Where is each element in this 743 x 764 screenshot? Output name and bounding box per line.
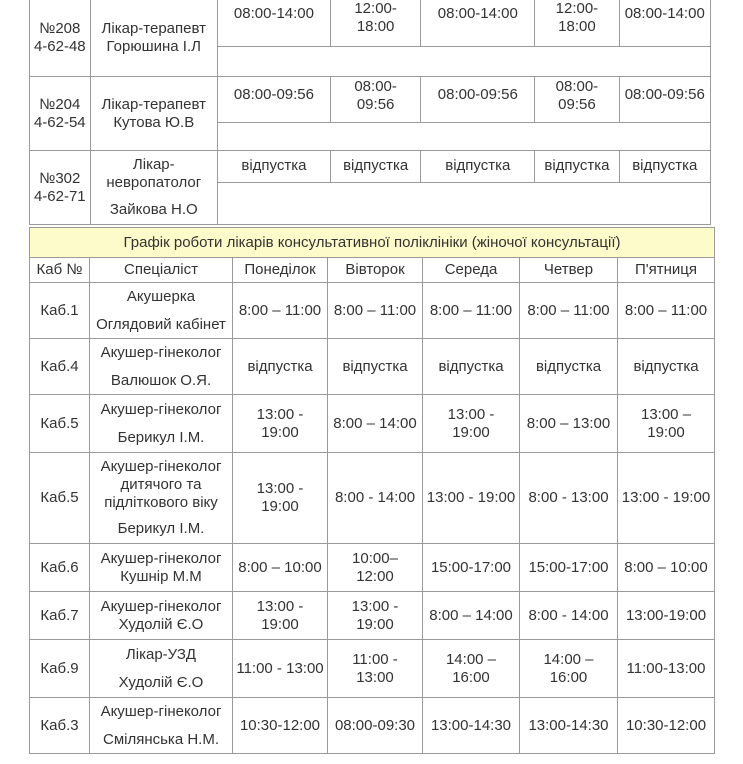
doctor-role: невропатолог <box>106 174 202 191</box>
time-text: відпустка <box>544 157 610 174</box>
table-row <box>30 283 715 339</box>
specialist-cell <box>90 592 233 640</box>
column-header: Понеділок <box>233 258 328 283</box>
room-cell: Каб.3 <box>30 698 90 754</box>
time-text: 08:00-09:56 <box>233 86 314 103</box>
time-text: 8:00 – 14:00 <box>429 606 513 624</box>
specialist-cell <box>90 698 233 754</box>
time-text: 19:00 <box>261 615 299 633</box>
time-text: 8:00 – 10:00 <box>624 558 708 576</box>
time-text: 12:00- <box>555 0 599 17</box>
specialist-role: Акушер-гінеколог <box>100 458 222 475</box>
time-cell <box>520 453 618 544</box>
room-cell: Каб.9 <box>30 640 90 698</box>
time-text: відпустка <box>343 157 409 174</box>
specialist-role: Акушер-гінеколог <box>100 702 222 720</box>
time-text: 08:00-09:30 <box>334 716 416 734</box>
time-cell <box>328 453 423 544</box>
table-row <box>30 395 715 453</box>
specialist-name: Берикул І.М. <box>117 428 205 446</box>
doctor-name: Кутова Ю.В <box>113 113 195 131</box>
specialist-role: Акушер-гінеколог <box>100 343 222 361</box>
time-text: 13:00 - <box>351 597 399 615</box>
room-cell: Каб.7 <box>30 592 90 640</box>
time-text: 11:00-13:00 <box>626 659 706 677</box>
doctor-role: Лікар-терапевт <box>101 95 206 113</box>
time-text: 14:00 – <box>445 650 497 668</box>
room-cell <box>30 151 91 225</box>
time-cell <box>535 77 619 123</box>
time-text: 13:00 - 19:00 <box>426 489 516 506</box>
time-text: 8:00 – 11:00 <box>429 301 513 319</box>
specialist-name: Оглядовий кабінет <box>96 315 226 333</box>
time-cell <box>520 544 618 592</box>
time-cell <box>328 640 423 698</box>
specialist-cell <box>90 339 233 395</box>
time-text: відпустка <box>247 357 313 375</box>
time-cell <box>618 640 715 698</box>
time-text: 15:00-17:00 <box>430 558 512 576</box>
time-cell <box>328 592 423 640</box>
time-cell <box>520 592 618 640</box>
time-text: 12:00- <box>354 0 397 17</box>
column-header: Спеціаліст <box>90 258 233 283</box>
time-text: 8:00 – 14:00 <box>333 414 417 432</box>
time-cell <box>520 283 618 339</box>
time-cell <box>423 339 520 395</box>
room-number: №204 <box>39 95 81 113</box>
phone-number: 4-62-71 <box>33 187 86 205</box>
room-cell: Каб.4 <box>30 339 90 395</box>
doctor-role: Лікар-терапевт <box>101 19 206 37</box>
time-text: 18:00 <box>356 18 395 35</box>
time-cell <box>520 339 618 395</box>
time-text: 16:00 <box>549 668 588 686</box>
time-cell <box>535 0 619 47</box>
time-cell <box>330 151 420 183</box>
time-text: 8:00 – 10:00 <box>238 558 322 576</box>
room-cell: Каб.1 <box>30 283 90 339</box>
time-text: 08:00- <box>555 78 599 95</box>
time-text: 8:00 – 11:00 <box>238 301 322 319</box>
time-cell <box>618 592 715 640</box>
time-cell <box>233 640 328 698</box>
time-cell <box>618 339 715 395</box>
specialist-cell <box>90 395 233 453</box>
specialist-role: Акушер-гінеколог <box>100 549 222 567</box>
time-cell <box>619 151 710 183</box>
time-text: відпустка <box>445 157 511 174</box>
time-cell <box>618 544 715 592</box>
time-cell <box>618 698 715 754</box>
consultation-schedule-table <box>29 227 715 754</box>
caption-row <box>30 228 715 258</box>
time-cell <box>618 395 715 453</box>
doctor-role: Лікар- <box>132 156 175 173</box>
specialist-name: Худолій Є.О <box>118 673 204 691</box>
time-text: 12:00 <box>356 567 394 585</box>
time-cell <box>328 698 423 754</box>
time-cell <box>217 77 330 123</box>
time-text: 8:00 – 11:00 <box>624 301 708 319</box>
time-text: 13:00 - <box>447 405 495 423</box>
table-row <box>30 592 715 640</box>
time-text: 13:00-14:30 <box>528 716 609 734</box>
room-cell: Каб.6 <box>30 544 90 592</box>
time-text: 19:00 <box>261 498 299 515</box>
column-header: Четвер <box>520 258 618 283</box>
time-cell <box>535 151 619 183</box>
specialist-cell <box>90 544 233 592</box>
time-text: 19:00 <box>647 423 685 441</box>
empty-cell <box>217 183 710 225</box>
time-cell <box>233 283 328 339</box>
time-text: 10:00– <box>352 549 398 567</box>
table-row <box>30 544 715 592</box>
specialist-cell <box>90 640 233 698</box>
table-row <box>30 0 711 47</box>
time-cell <box>423 640 520 698</box>
room-cell: Каб.5 <box>30 453 90 544</box>
time-text: 8:00 – 13:00 <box>526 414 611 432</box>
time-text: 13:00 – <box>640 405 692 423</box>
room-cell: Каб.5 <box>30 395 90 453</box>
time-text: 10:30-12:00 <box>239 716 321 734</box>
time-text: 08:00-14:00 <box>233 5 314 22</box>
time-text: відпустка <box>438 357 504 375</box>
time-cell <box>330 0 420 47</box>
time-cell <box>217 151 330 183</box>
doctor-cell <box>90 151 217 225</box>
time-text: 13:00 - 19:00 <box>621 489 711 506</box>
time-cell <box>217 0 330 47</box>
specialist-name: Худолій Є.О <box>118 615 204 633</box>
phone-number: 4-62-48 <box>33 37 86 55</box>
time-text: 13:00 <box>356 668 394 686</box>
time-cell <box>423 395 520 453</box>
specialist-name: Смілянська Н.М. <box>102 730 219 748</box>
time-cell <box>421 77 535 123</box>
time-text: 13:00 - <box>256 597 304 615</box>
time-text: 18:00 <box>558 18 596 35</box>
time-text: 08:00-14:00 <box>624 5 705 22</box>
time-text: 10:30-12:00 <box>625 716 707 734</box>
time-cell <box>423 453 520 544</box>
specialist-role: Акушер-гінеколог <box>100 597 222 615</box>
time-text: 19:00 <box>356 615 394 633</box>
specialist-role: Акушер-гінеколог <box>100 400 222 418</box>
time-cell <box>330 77 420 123</box>
specialist-name: Кушнір М.М <box>120 567 202 585</box>
doctor-name: Зайкова Н.О <box>109 201 198 218</box>
column-header: Вівторок <box>328 258 423 283</box>
time-text: 19:00 <box>452 423 490 441</box>
specialist-name: Берикул І.М. <box>117 520 205 537</box>
empty-cell <box>217 123 710 151</box>
time-text: 11:00 - <box>352 650 398 668</box>
specialist-name: Валюшок О.Я. <box>110 371 212 389</box>
time-text: відпустка <box>241 157 307 174</box>
column-header: Середа <box>423 258 520 283</box>
room-cell <box>30 77 91 151</box>
time-text: 8:00 - 14:00 <box>528 606 609 624</box>
time-text: 13:00-19:00 <box>625 606 707 624</box>
time-cell <box>619 0 710 47</box>
room-number: №208 <box>39 19 81 37</box>
specialist-role: дитячого та <box>120 476 202 493</box>
time-text: 09:56 <box>558 96 596 113</box>
time-cell <box>520 698 618 754</box>
time-text: 11:00 - 13:00 <box>236 659 324 677</box>
time-text: 13:00 - <box>256 405 304 423</box>
time-cell <box>421 0 535 47</box>
table-row <box>30 339 715 395</box>
time-text: 16:00 <box>452 668 490 686</box>
header-row <box>30 258 715 283</box>
time-text: 08:00-09:56 <box>437 86 518 103</box>
time-cell <box>328 339 423 395</box>
time-cell <box>328 544 423 592</box>
time-cell <box>233 395 328 453</box>
time-cell <box>520 395 618 453</box>
table-row <box>30 698 715 754</box>
doctor-cell <box>90 0 217 77</box>
time-cell <box>233 544 328 592</box>
time-cell <box>618 283 715 339</box>
time-text: відпустка <box>633 357 699 375</box>
specialist-role: Лікар-УЗД <box>125 645 197 663</box>
time-text: 08:00- <box>354 78 397 95</box>
time-text: 14:00 – <box>543 650 594 668</box>
time-cell <box>233 453 328 544</box>
time-cell <box>423 592 520 640</box>
table-row <box>30 640 715 698</box>
time-text: 13:00-14:30 <box>430 716 512 734</box>
time-text: відпустка <box>342 357 408 375</box>
time-cell <box>233 592 328 640</box>
time-text: 08:00-14:00 <box>437 5 518 22</box>
time-cell <box>233 698 328 754</box>
time-text: відпустка <box>632 157 698 174</box>
specialist-role: Акушерка <box>126 287 196 305</box>
time-cell <box>423 544 520 592</box>
phone-number: 4-62-54 <box>33 113 86 131</box>
doctor-cell <box>90 77 217 151</box>
table-row <box>30 77 711 123</box>
room-cell <box>30 0 91 77</box>
time-text: 8:00 - 14:00 <box>334 489 416 506</box>
time-text: 8:00 – 11:00 <box>333 301 417 319</box>
doctor-name: Горюшина І.Л <box>106 37 201 55</box>
time-text: 08:00-09:56 <box>624 86 705 103</box>
time-cell <box>423 283 520 339</box>
empty-cell <box>217 47 710 77</box>
room-number: №302 <box>39 169 81 187</box>
specialist-cell <box>90 453 233 544</box>
time-text: 19:00 <box>261 423 299 441</box>
time-text: 09:56 <box>356 96 395 113</box>
specialist-role: підліткового віку <box>104 494 218 511</box>
schedule-title: Графік роботи лікарів консультативної поліклініки (жіночої консультації) <box>30 228 715 258</box>
therapist-schedule-table <box>29 0 711 225</box>
time-cell <box>423 698 520 754</box>
time-cell <box>619 77 710 123</box>
time-text: відпустка <box>535 357 602 375</box>
time-text: 8:00 - 13:00 <box>528 489 609 506</box>
time-text: 13:00 - <box>256 480 304 497</box>
time-cell <box>421 151 535 183</box>
column-header: Каб № <box>30 258 90 283</box>
time-cell <box>328 283 423 339</box>
specialist-cell <box>90 283 233 339</box>
time-cell <box>233 339 328 395</box>
time-text: 8:00 – 11:00 <box>527 301 610 319</box>
time-cell <box>328 395 423 453</box>
time-text: 15:00-17:00 <box>528 558 609 576</box>
column-header: П'ятниця <box>618 258 715 283</box>
table-row <box>30 453 715 544</box>
table-row <box>30 151 711 183</box>
time-cell <box>618 453 715 544</box>
time-cell <box>520 640 618 698</box>
